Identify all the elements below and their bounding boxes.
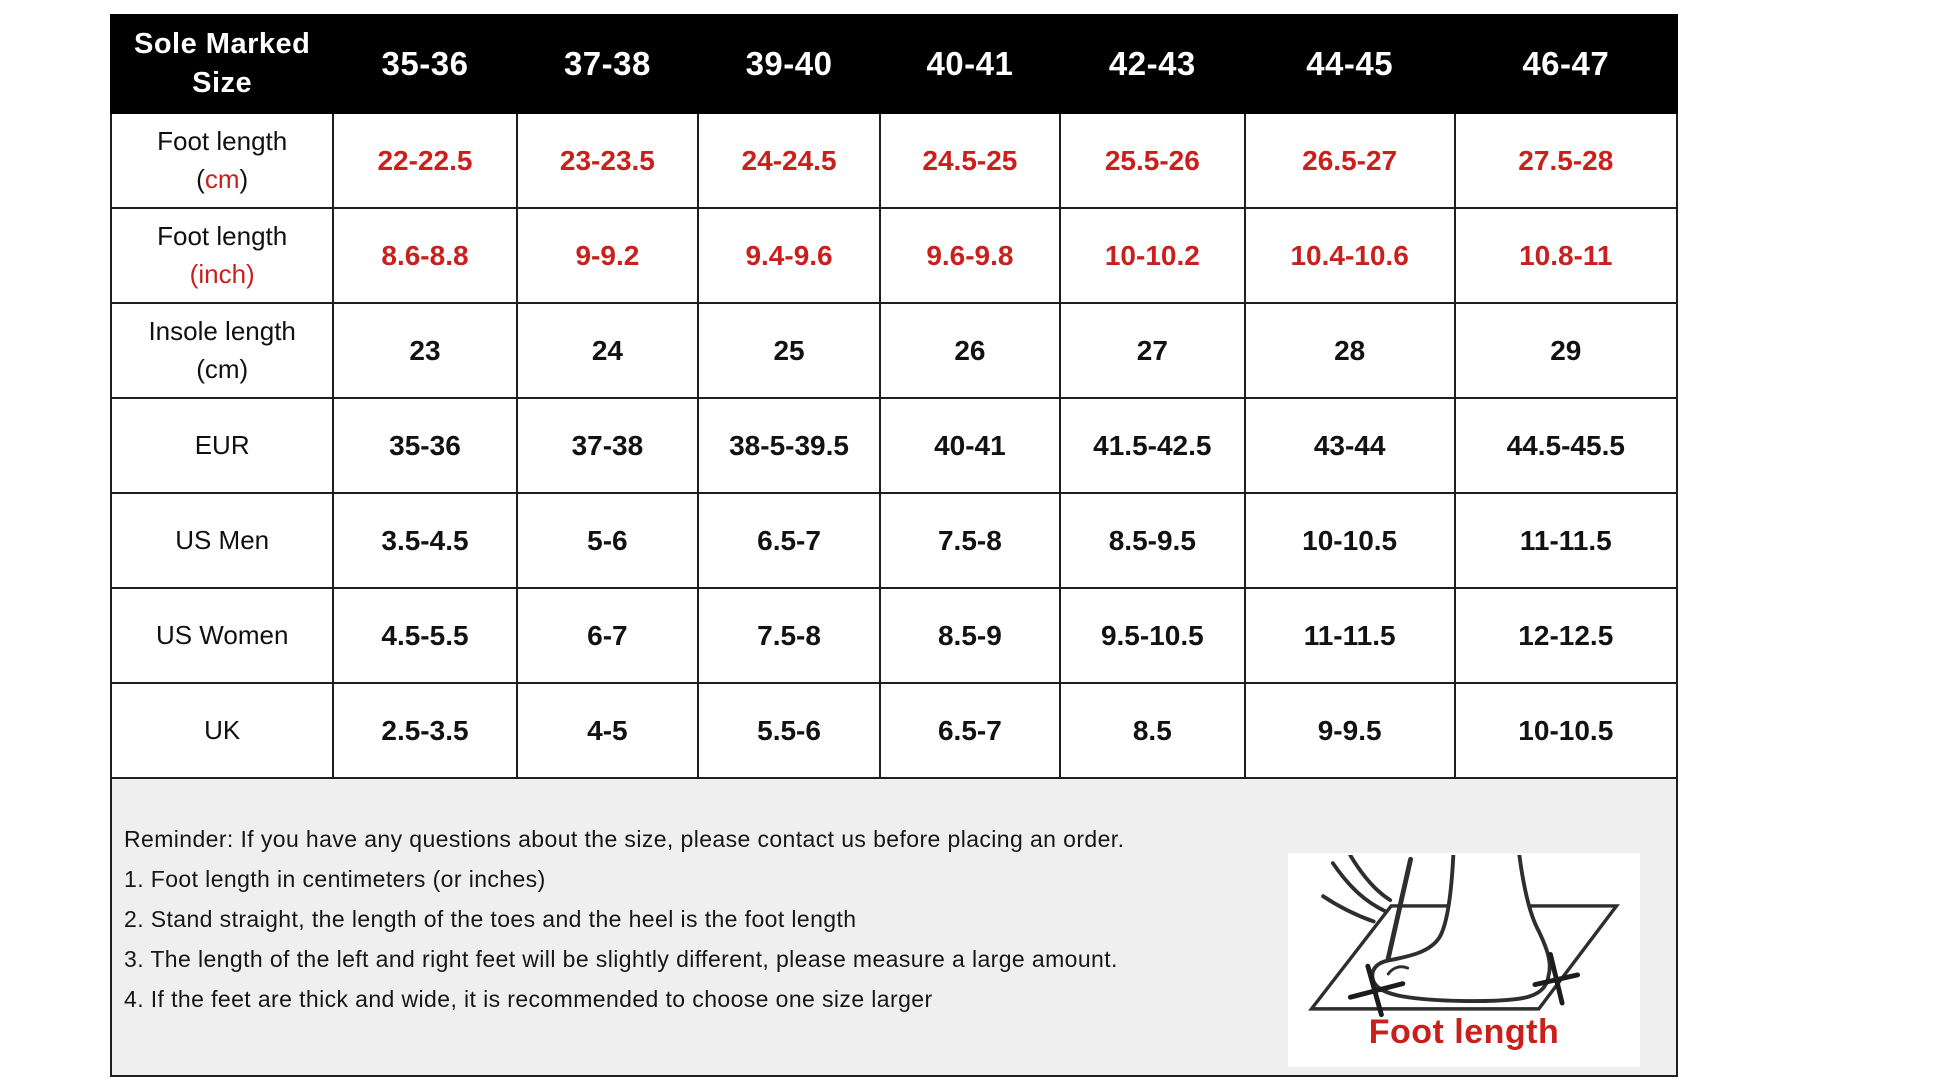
cell-insole-length-cm-40-41: 26 [880,303,1060,398]
cell-foot-length-cm-42-43: 25.5-26 [1060,113,1245,208]
cell-uk-44-45: 9-9.5 [1245,683,1455,778]
row-label-eur: EUR [111,398,333,493]
row-label-us-men: US Men [111,493,333,588]
cell-foot-length-cm-39-40: 24-24.5 [698,113,880,208]
cell-foot-length-cm-40-41: 24.5-25 [880,113,1060,208]
table-row-eur [111,398,1677,493]
notes-panel [110,779,1678,1077]
size-conversion-table [110,14,1678,779]
note-item-3: 3. The length of the left and right feet will be slightly different, please measure a large amount. [124,946,1118,972]
cell-foot-length-inch-40-41: 9.6-9.8 [880,208,1060,303]
table-row-foot-length-inch [111,208,1677,303]
cell-foot-length-cm-37-38: 23-23.5 [517,113,699,208]
note-item-4: 4. If the feet are thick and wide, it is recommended to choose one size larger [124,986,933,1012]
cell-foot-length-inch-39-40: 9.4-9.6 [698,208,880,303]
table-body [111,113,1677,778]
cell-insole-length-cm-42-43: 27 [1060,303,1245,398]
cell-eur-44-45: 43-44 [1245,398,1455,493]
cell-us-men-35-36: 3.5-4.5 [333,493,516,588]
col-header-46-47: 46-47 [1455,15,1677,113]
note-item-1: 1. Foot length in centimeters (or inches) [124,866,546,892]
cell-us-women-37-38: 6-7 [517,588,699,683]
col-header-39-40: 39-40 [698,15,880,113]
row-label-us-women: US Women [111,588,333,683]
cell-insole-length-cm-37-38: 24 [517,303,699,398]
col-header-40-41: 40-41 [880,15,1060,113]
cell-us-women-40-41: 8.5-9 [880,588,1060,683]
cell-insole-length-cm-46-47: 29 [1455,303,1677,398]
row-label-uk: UK [111,683,333,778]
table-row-us-men [111,493,1677,588]
cell-foot-length-inch-44-45: 10.4-10.6 [1245,208,1455,303]
foot-measurement-illustration [1288,853,1640,1067]
cell-us-men-37-38: 5-6 [517,493,699,588]
cell-uk-35-36: 2.5-3.5 [333,683,516,778]
table-row-uk [111,683,1677,778]
foot-measure-drawing [1294,855,1634,1019]
col-header-37-38: 37-38 [517,15,699,113]
cell-eur-46-47: 44.5-45.5 [1455,398,1677,493]
cell-foot-length-cm-46-47: 27.5-28 [1455,113,1677,208]
cell-uk-42-43: 8.5 [1060,683,1245,778]
cell-uk-46-47: 10-10.5 [1455,683,1677,778]
cell-us-men-40-41: 7.5-8 [880,493,1060,588]
cell-us-women-39-40: 7.5-8 [698,588,880,683]
cell-us-men-44-45: 10-10.5 [1245,493,1455,588]
table-row-insole-length-cm [111,303,1677,398]
cell-insole-length-cm-35-36: 23 [333,303,516,398]
col-header-42-43: 42-43 [1060,15,1245,113]
cell-uk-40-41: 6.5-7 [880,683,1060,778]
cell-foot-length-inch-37-38: 9-9.2 [517,208,699,303]
size-chart-sheet [110,14,1678,1077]
row-label-foot-length-inch: Foot length (inch) [111,208,333,303]
cell-foot-length-inch-46-47: 10.8-11 [1455,208,1677,303]
cell-insole-length-cm-39-40: 25 [698,303,880,398]
cell-foot-length-inch-42-43: 10-10.2 [1060,208,1245,303]
corner-header: Sole Marked Size [111,15,333,113]
col-header-35-36: 35-36 [333,15,516,113]
cell-eur-39-40: 38-5-39.5 [698,398,880,493]
cell-eur-40-41: 40-41 [880,398,1060,493]
cell-eur-35-36: 35-36 [333,398,516,493]
row-label-insole-length-cm: Insole length (cm) [111,303,333,398]
table-row-foot-length-cm [111,113,1677,208]
cell-foot-length-cm-44-45: 26.5-27 [1245,113,1455,208]
cell-foot-length-cm-35-36: 22-22.5 [333,113,516,208]
cell-eur-42-43: 41.5-42.5 [1060,398,1245,493]
note-item-2: 2. Stand straight, the length of the toes and the heel is the foot length [124,906,857,932]
cell-uk-37-38: 4-5 [517,683,699,778]
cell-us-men-39-40: 6.5-7 [698,493,880,588]
cell-us-women-44-45: 11-11.5 [1245,588,1455,683]
foot-length-caption: Foot length [1368,1013,1560,1051]
header-row [111,15,1677,113]
cell-eur-37-38: 37-38 [517,398,699,493]
cell-us-men-46-47: 11-11.5 [1455,493,1677,588]
cell-us-men-42-43: 8.5-9.5 [1060,493,1245,588]
cell-us-women-46-47: 12-12.5 [1455,588,1677,683]
cell-insole-length-cm-44-45: 28 [1245,303,1455,398]
row-label-foot-length-cm: Foot length (cm) [111,113,333,208]
table-row-us-women [111,588,1677,683]
cell-us-women-42-43: 9.5-10.5 [1060,588,1245,683]
cell-us-women-35-36: 4.5-5.5 [333,588,516,683]
cell-uk-39-40: 5.5-6 [698,683,880,778]
col-header-44-45: 44-45 [1245,15,1455,113]
cell-foot-length-inch-35-36: 8.6-8.8 [333,208,516,303]
reminder-text: Reminder: If you have any questions about the size, please contact us before placing an order. [124,826,1125,852]
